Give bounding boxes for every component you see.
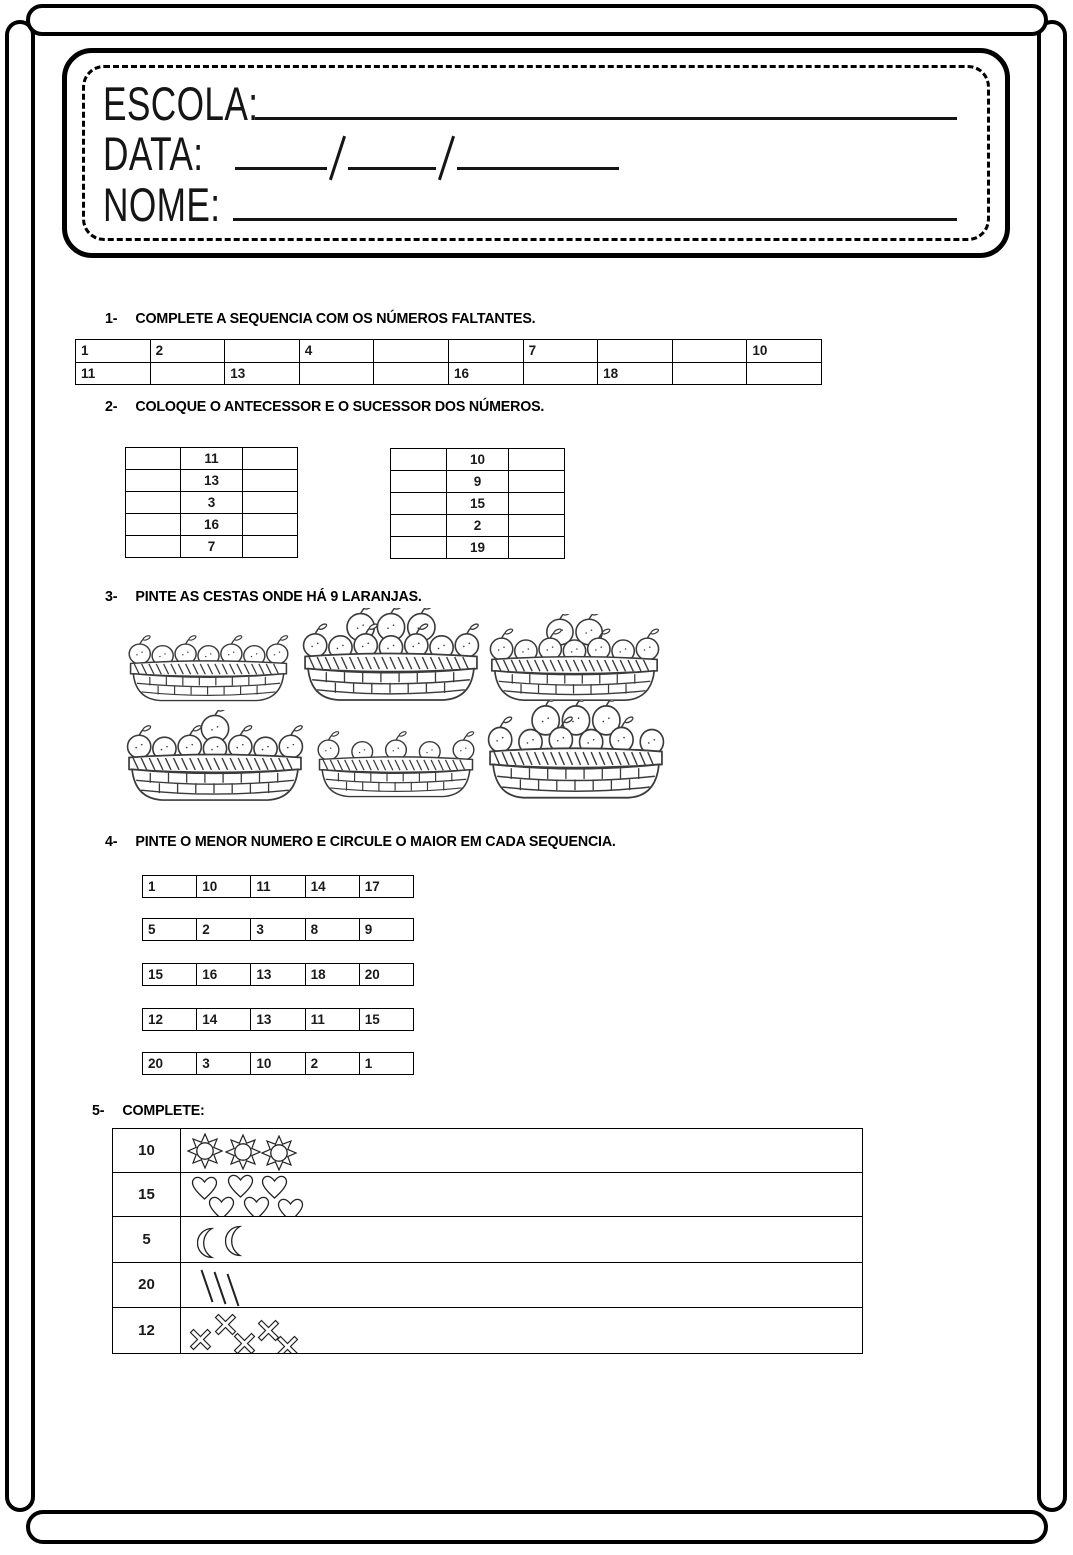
number-cell: 15 — [143, 964, 197, 986]
heart-icon — [243, 1196, 270, 1217]
page-border-left — [5, 20, 35, 1512]
date-blank-line — [348, 163, 436, 170]
number-cell: 2 — [197, 919, 251, 941]
antecessor-table-right — [390, 448, 565, 559]
sucessor-cell — [242, 470, 297, 492]
sequence-cell — [150, 362, 225, 385]
sun-icon — [261, 1135, 297, 1173]
min-max-row — [142, 1052, 414, 1075]
name-row — [103, 177, 957, 232]
exercise-4-title: PINTE O MENOR NUMERO E CIRCULE O MAIOR EM CADA SEQUENCIA. — [135, 833, 616, 850]
exercise-5-number: 5- — [92, 1102, 105, 1119]
line-icon — [225, 1272, 241, 1308]
number-cell: 20 — [359, 964, 413, 986]
exercise-2-number: 2- — [105, 398, 118, 415]
symbols-cell — [181, 1173, 863, 1217]
exercise-2-title: COLOQUE O ANTECESSOR E O SUCESSOR DOS NÚMEROS. — [135, 398, 545, 415]
number-cell: 11 — [305, 1009, 359, 1031]
antecessor-cell — [126, 492, 181, 514]
exercise-1-number: 1- — [105, 310, 118, 327]
exercise-5-title: COMPLETE: — [122, 1102, 205, 1119]
school-row — [103, 76, 957, 130]
antecessor-cell — [391, 449, 447, 471]
count-number-cell: 10 — [113, 1129, 181, 1173]
symbols-cell — [181, 1262, 863, 1307]
number-cell: 7 — [181, 536, 243, 558]
antecessor-cell — [391, 537, 447, 559]
page-border-right — [1037, 20, 1067, 1512]
count-number-cell: 5 — [113, 1217, 181, 1262]
number-cell: 11 — [181, 448, 243, 470]
number-cell: 18 — [305, 964, 359, 986]
exercise-3-number: 3- — [105, 588, 118, 605]
sequence-cell: 11 — [76, 362, 151, 385]
sequence-cell: 4 — [299, 340, 374, 363]
count-number-cell: 20 — [113, 1262, 181, 1307]
cross-icon — [233, 1332, 256, 1354]
number-cell: 14 — [197, 1009, 251, 1031]
number-cell: 10 — [251, 1053, 305, 1075]
min-max-row — [142, 963, 414, 986]
moon-icon — [225, 1225, 247, 1260]
symbols-cell — [181, 1217, 863, 1262]
school-blank-line — [255, 113, 957, 120]
sun-icon — [225, 1134, 261, 1173]
complete-table — [112, 1128, 863, 1354]
cross-icon — [189, 1328, 212, 1354]
sequence-cell — [672, 362, 747, 385]
date-blank-line — [235, 163, 327, 170]
sequence-cell: 18 — [598, 362, 673, 385]
exercise-3-title: PINTE AS CESTAS ONDE HÁ 9 LARANJAS. — [135, 588, 422, 605]
sucessor-cell — [242, 536, 297, 558]
sequence-cell: 10 — [747, 340, 822, 363]
sequence-cell — [299, 362, 374, 385]
sequence-cell — [374, 362, 449, 385]
date-slash-icon — [438, 136, 455, 181]
sequence-cell — [747, 362, 822, 385]
exercise-3-heading — [105, 588, 422, 605]
orange-basket — [124, 710, 306, 804]
sucessor-cell — [509, 471, 565, 493]
number-cell: 2 — [305, 1053, 359, 1075]
exercise-1-heading — [105, 310, 535, 327]
number-cell: 8 — [305, 919, 359, 941]
min-max-row — [142, 918, 414, 941]
moon-icon — [197, 1227, 219, 1262]
number-cell: 3 — [181, 492, 243, 514]
sun-icon — [187, 1133, 223, 1172]
number-cell: 19 — [446, 537, 509, 559]
number-cell: 2 — [446, 515, 509, 537]
sequence-cell — [598, 340, 673, 363]
sequence-cell: 7 — [523, 340, 598, 363]
sucessor-cell — [509, 537, 565, 559]
number-cell: 12 — [143, 1009, 197, 1031]
number-cell: 10 — [197, 876, 251, 898]
number-cell: 13 — [181, 470, 243, 492]
page-border-bottom — [26, 1510, 1048, 1544]
cross-icon — [276, 1335, 299, 1354]
sequence-cell — [448, 340, 523, 363]
antecessor-cell — [391, 515, 447, 537]
antecessor-cell — [391, 493, 447, 515]
symbols-cell — [181, 1129, 863, 1173]
number-cell: 15 — [359, 1009, 413, 1031]
sequence-cell: 13 — [225, 362, 300, 385]
sequence-cell — [523, 362, 598, 385]
number-cell: 20 — [143, 1053, 197, 1075]
orange-basket — [315, 718, 477, 800]
heart-icon — [208, 1196, 235, 1217]
antecessor-cell — [391, 471, 447, 493]
antecessor-cell — [126, 470, 181, 492]
header-dashed-border — [82, 65, 990, 241]
antecessor-cell — [126, 448, 181, 470]
name-blank-line — [233, 214, 957, 221]
sequence-cell — [374, 340, 449, 363]
number-cell: 17 — [359, 876, 413, 898]
number-cell: 14 — [305, 876, 359, 898]
sucessor-cell — [509, 493, 565, 515]
heart-icon — [277, 1198, 304, 1217]
count-number-cell: 12 — [113, 1307, 181, 1353]
number-cell: 16 — [197, 964, 251, 986]
sequence-cell — [225, 340, 300, 363]
orange-basket — [487, 614, 662, 704]
antecessor-cell — [126, 536, 181, 558]
sucessor-cell — [242, 514, 297, 536]
exercise-2-heading — [105, 398, 544, 415]
sucessor-cell — [242, 448, 297, 470]
number-cell: 5 — [143, 919, 197, 941]
orange-basket — [300, 608, 482, 704]
sucessor-cell — [509, 449, 565, 471]
count-number-cell: 15 — [113, 1173, 181, 1217]
number-cell: 13 — [251, 1009, 305, 1031]
number-cell: 3 — [197, 1053, 251, 1075]
header-box — [62, 48, 1010, 258]
school-label: ESCOLA: — [103, 76, 259, 130]
min-max-row — [142, 875, 414, 898]
date-label: DATA: — [103, 127, 204, 181]
number-cell: 1 — [143, 876, 197, 898]
number-cell: 3 — [251, 919, 305, 941]
number-cell: 13 — [251, 964, 305, 986]
symbols-cell — [181, 1307, 863, 1353]
antecessor-table-left — [125, 447, 298, 557]
name-label: NOME: — [103, 178, 221, 232]
sequence-cell: 16 — [448, 362, 523, 385]
sequence-cell — [672, 340, 747, 363]
exercise-5-heading — [92, 1102, 205, 1119]
sucessor-cell — [242, 492, 297, 514]
number-cell: 9 — [446, 471, 509, 493]
date-blank-line — [457, 163, 619, 170]
antecessor-cell — [126, 514, 181, 536]
number-cell: 11 — [251, 876, 305, 898]
date-row — [103, 127, 957, 181]
number-cell: 16 — [181, 514, 243, 536]
sequence-table — [75, 339, 822, 385]
page-border-top — [26, 4, 1048, 36]
number-cell: 10 — [446, 449, 509, 471]
exercise-4-number: 4- — [105, 833, 118, 850]
number-cell: 9 — [359, 919, 413, 941]
exercise-1-title: COMPLETE A SEQUENCIA COM OS NÚMEROS FALTANTES. — [135, 310, 536, 327]
date-slash-icon — [329, 136, 346, 181]
orange-basket — [485, 700, 667, 802]
number-cell: 15 — [446, 493, 509, 515]
sequence-cell: 1 — [76, 340, 151, 363]
sucessor-cell — [509, 515, 565, 537]
min-max-row — [142, 1008, 414, 1031]
orange-basket — [126, 622, 291, 704]
sequence-cell: 2 — [150, 340, 225, 363]
exercise-4-heading — [105, 833, 616, 850]
number-cell: 1 — [359, 1053, 413, 1075]
